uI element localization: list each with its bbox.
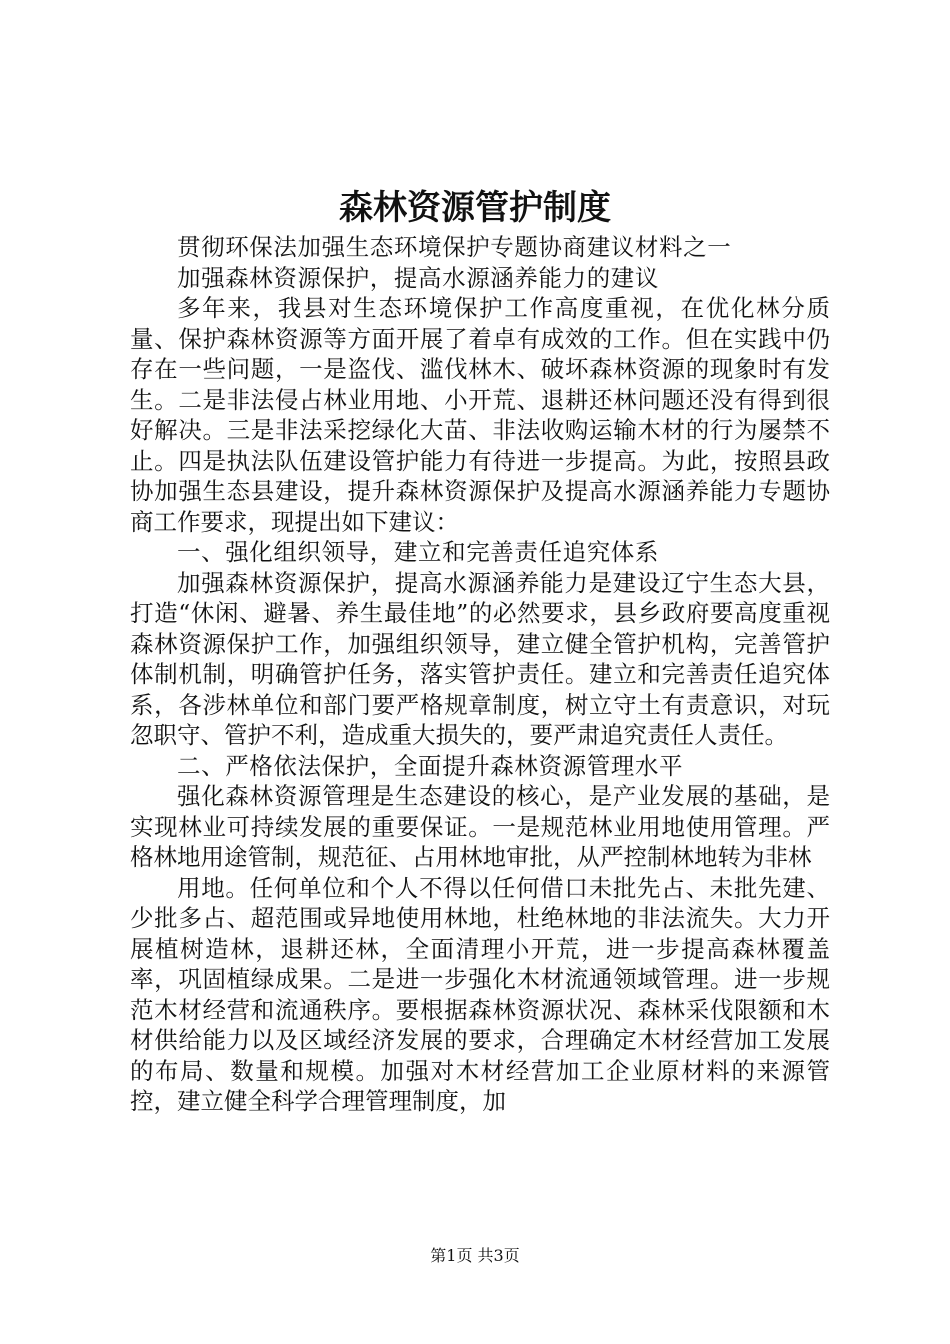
section-2-paragraph: 强化森林资源管理是生态建设的核心，是产业发展的基础，是实现林业可持续发展的重要保证。一是规范林业用地使用管理。严格林地用途管制，规范征、占用林地审批，从严控制林地转为非林 — [130, 782, 830, 871]
section-1-paragraph: 加强森林资源保护，提高水源涵养能力是建设辽宁生态大县，打造“休闲、避暑、养生最佳地”的必然要求，县乡政府要高度重视森林资源保护工作，加强组织领导，建立健全管护机构，完善管护体制机制，明确管护任务，落实管护责任。建立和完善责任追究体系，各涉林单位和部门要严格规章制度，树立守土有责意识，对玩忽职守、管护不利，造成重大损失的，要严肃追究责任人责任。 — [130, 568, 830, 749]
section-2-continuation: 用地。任何单位和个人不得以任何借口未批先占、未批先建、少批多占、超范围或异地使用林地，杜绝林地的非法流失。大力开展植树造林，退耕还林，全面清理小开荒，进一步提高森林覆盖率，巩固植绿成果。二是进一步强化木材流通领域管理。进一步规范木材经营和流通秩序。要根据森林资源状况、森林采伐限额和木材供给能力以及区域经济发展的要求，合理确定木材经营加工发展的布局、数量和规模。加强对木材经营加工企业原材料的来源管控，建立健全科学合理管理制度，加 — [130, 873, 830, 1115]
subtitle-line-1: 贯彻环保法加强生态环境保护专题协商建议材料之一 — [177, 233, 732, 261]
intro-paragraph: 多年来，我县对生态环境保护工作高度重视，在优化林分质量、保护森林资源等方面开展了着卓有成效的工作。但在实践中仍存在一些问题，一是盗伐、滥伐林木、破坏森林资源的现象时有发生。二是非法侵占林业用地、小开荒、退耕还林问题还没有得到很好解决。三是非法采挖绿化大苗、非法收购运输木材的行为屡禁不止。四是执法队伍建设管护能力有待进一步提高。为此，按照县政协加强生态县建设，提升森林资源保护及提高水源涵养能力专题协商工作要求，现提出如下建议： — [130, 294, 830, 536]
document-body — [130, 232, 830, 1117]
document-title: 森林资源管护制度 — [339, 188, 611, 228]
page-number-footer: 第1页 共3页 — [430, 1246, 520, 1265]
section-heading-1: 一、强化组织领导，建立和完善责任追究体系 — [177, 538, 659, 566]
subtitle-line-2: 加强森林资源保护，提高水源涵养能力的建议 — [177, 263, 659, 292]
section-heading-2: 二、严格依法保护，全面提升森林资源管理水平 — [177, 751, 684, 780]
